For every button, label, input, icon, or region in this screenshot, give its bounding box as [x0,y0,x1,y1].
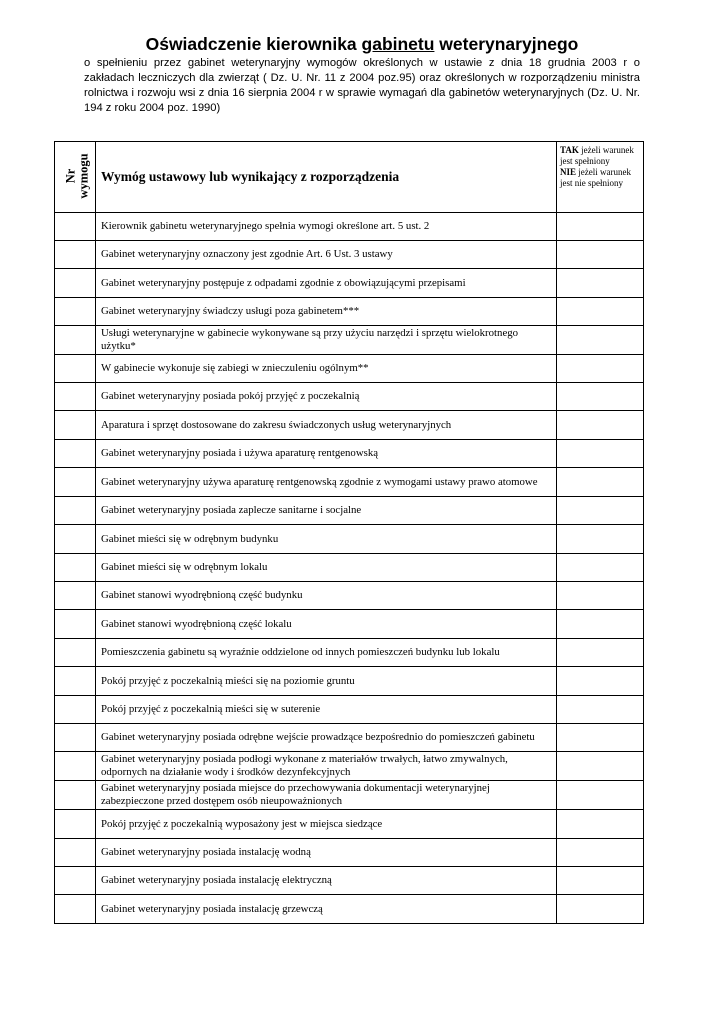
nr-cell[interactable] [55,213,96,241]
document-title [0,34,724,54]
requirement-text: Aparatura i sprzęt dostosowane do zakresu świadczonych usług weterynaryjnych [96,411,557,440]
tak-nie-answer-cell[interactable] [557,724,644,752]
title-part-2-underlined: gabinetu [361,34,435,54]
nr-cell[interactable] [55,582,96,610]
table-row [55,810,644,839]
table-row [55,667,644,696]
requirement-text: Gabinet weterynaryjny posiada pokój przyjęć z poczekalnią [96,383,557,411]
requirement-text: Gabinet weterynaryjny posiada podłogi wykonane z materiałów trwałych, łatwo zmywalnych, odpornych na działanie wody i środków dezynfekcyjnych [96,752,557,781]
requirement-text: Gabinet weterynaryjny postępuje z odpadami zgodnie z obowiązującymi przepisami [96,269,557,298]
title-part-3: weterynaryjnego [434,34,579,54]
nr-cell[interactable] [55,810,96,839]
requirement-text: Gabinet weterynaryjny posiada instalację wodną [96,839,557,867]
nie-description: jeżeli warunek jest nie spełniony [560,167,631,188]
table-row [55,440,644,468]
requirement-text: Gabinet weterynaryjny posiada miejsce do przechowywania dokumentacji weterynaryjnej zabezpieczone przed dostępem osób nieupoważnionych [96,781,557,810]
tak-nie-answer-cell[interactable] [557,610,644,639]
document-intro: o spełnieniu przez gabinet weterynaryjny wymogów określonych w ustawie z dnia 18 grudnia 2003 r o zakładach leczniczych dla zwierząt ( Dz. U. Nr. 11 z 2004 poz.95) oraz określonych w rozporządzeniu ministra rolnictwa i rozwoju wsi z dnia 16 sierpnia 2004 r w sprawie wymagań dla gabinetów weterynaryjnych (Dz. U. Nr. 194 z roku 2004 poz. 1990) [84,57,640,114]
tak-nie-answer-cell[interactable] [557,839,644,867]
nr-cell[interactable] [55,724,96,752]
tak-nie-answer-cell[interactable] [557,497,644,525]
tak-nie-answer-cell[interactable] [557,468,644,497]
table-row [55,298,644,326]
tak-nie-answer-cell[interactable] [557,411,644,440]
requirement-text: Gabinet mieści się w odrębnym lokalu [96,554,557,582]
column-header-requirement: Wymóg ustawowy lub wynikający z rozporządzenia [96,142,557,213]
table-header-row [55,142,644,213]
nr-cell[interactable] [55,667,96,696]
requirement-text: W gabinecie wykonuje się zabiegi w znieczuleniu ogólnym** [96,355,557,383]
table-row [55,554,644,582]
table-row [55,639,644,667]
requirement-text: Gabinet weterynaryjny posiada odrębne wejście prowadzące bezpośrednio do pomieszczeń gabinetu [96,724,557,752]
table-row [55,582,644,610]
requirement-text: Kierownik gabinetu weterynaryjnego spełnia wymogi określone art. 5 ust. 2 [96,213,557,241]
tak-nie-answer-cell[interactable] [557,810,644,839]
table-row [55,895,644,924]
nr-cell[interactable] [55,525,96,554]
requirement-text: Gabinet weterynaryjny posiada instalację elektryczną [96,867,557,895]
tak-nie-answer-cell[interactable] [557,525,644,554]
tak-nie-answer-cell[interactable] [557,696,644,724]
requirement-text: Gabinet weterynaryjny świadczy usługi poza gabinetem*** [96,298,557,326]
table-row [55,468,644,497]
nr-cell[interactable] [55,781,96,810]
tak-nie-answer-cell[interactable] [557,895,644,924]
tak-nie-answer-cell[interactable] [557,639,644,667]
title-part-1: Oświadczenie kierownika [145,34,362,54]
nr-cell[interactable] [55,411,96,440]
tak-nie-answer-cell[interactable] [557,440,644,468]
requirement-text: Pomieszczenia gabinetu są wyraźnie oddzielone od innych pomieszczeń budynku lub lokalu [96,639,557,667]
tak-nie-answer-cell[interactable] [557,298,644,326]
requirement-text: Gabinet mieści się w odrębnym budynku [96,525,557,554]
requirements-table [54,141,644,924]
tak-nie-answer-cell[interactable] [557,383,644,411]
table-row [55,269,644,298]
requirement-text: Gabinet stanowi wyodrębnioną część budynku [96,582,557,610]
requirement-text: Pokój przyjęć z poczekalnią mieści się w suterenie [96,696,557,724]
requirement-text: Gabinet weterynaryjny posiada zaplecze sanitarne i socjalne [96,497,557,525]
nr-cell[interactable] [55,383,96,411]
nr-cell[interactable] [55,440,96,468]
nr-cell[interactable] [55,610,96,639]
tak-nie-answer-cell[interactable] [557,781,644,810]
nr-cell[interactable] [55,241,96,269]
nr-cell[interactable] [55,639,96,667]
requirement-text: Gabinet stanowi wyodrębnioną część lokalu [96,610,557,639]
table-row [55,839,644,867]
table-row [55,241,644,269]
nr-cell[interactable] [55,696,96,724]
nr-cell[interactable] [55,298,96,326]
tak-nie-answer-cell[interactable] [557,554,644,582]
tak-label: TAK [560,145,579,155]
nr-cell[interactable] [55,839,96,867]
tak-nie-answer-cell[interactable] [557,213,644,241]
table-row [55,610,644,639]
tak-nie-answer-cell[interactable] [557,667,644,696]
table-row [55,525,644,554]
nr-cell[interactable] [55,468,96,497]
nr-cell[interactable] [55,867,96,895]
tak-nie-answer-cell[interactable] [557,269,644,298]
tak-nie-answer-cell[interactable] [557,867,644,895]
table-row [55,383,644,411]
nr-cell[interactable] [55,497,96,525]
tak-nie-answer-cell[interactable] [557,355,644,383]
table-row [55,213,644,241]
table-row [55,724,644,752]
column-header-tak-nie [557,142,644,213]
table-row [55,326,644,355]
table-row [55,781,644,810]
tak-nie-answer-cell[interactable] [557,752,644,781]
nr-cell[interactable] [55,355,96,383]
requirement-text: Gabinet weterynaryjny oznaczony jest zgodnie Art. 6 Ust. 3 ustawy [96,241,557,269]
nr-header-line1: Nr [63,168,78,184]
nr-cell[interactable] [55,326,96,355]
tak-nie-answer-cell[interactable] [557,582,644,610]
requirement-text: Usługi weterynaryjne w gabinecie wykonywane są przy użyciu narzędzi i sprzętu wielokrotnego użytku* [96,326,557,355]
nr-cell[interactable] [55,269,96,298]
tak-description: jeżeli warunek jest spełniony [560,145,634,166]
requirement-text: Gabinet weterynaryjny używa aparaturę rentgenowską zgodnie z wymogami ustawy prawo atomowe [96,468,557,497]
requirement-text: Pokój przyjęć z poczekalnią mieści się na poziomie gruntu [96,667,557,696]
table-row [55,696,644,724]
nr-cell[interactable] [55,554,96,582]
requirement-text: Gabinet weterynaryjny posiada instalację grzewczą [96,895,557,924]
table-row [55,411,644,440]
nr-cell[interactable] [55,895,96,924]
requirement-text: Pokój przyjęć z poczekalnią wyposażony jest w miejsca siedzące [96,810,557,839]
nr-cell[interactable] [55,752,96,781]
table-row [55,752,644,781]
table-row [55,355,644,383]
requirements-body [55,213,644,924]
nr-header-line2: wymogu [76,153,91,199]
requirement-text: Gabinet weterynaryjny posiada i używa aparaturę rentgenowską [96,440,557,468]
tak-nie-answer-cell[interactable] [557,326,644,355]
tak-nie-answer-cell[interactable] [557,241,644,269]
table-row [55,867,644,895]
table-row [55,497,644,525]
nie-label: NIE [560,167,577,177]
column-header-nr [55,142,96,213]
